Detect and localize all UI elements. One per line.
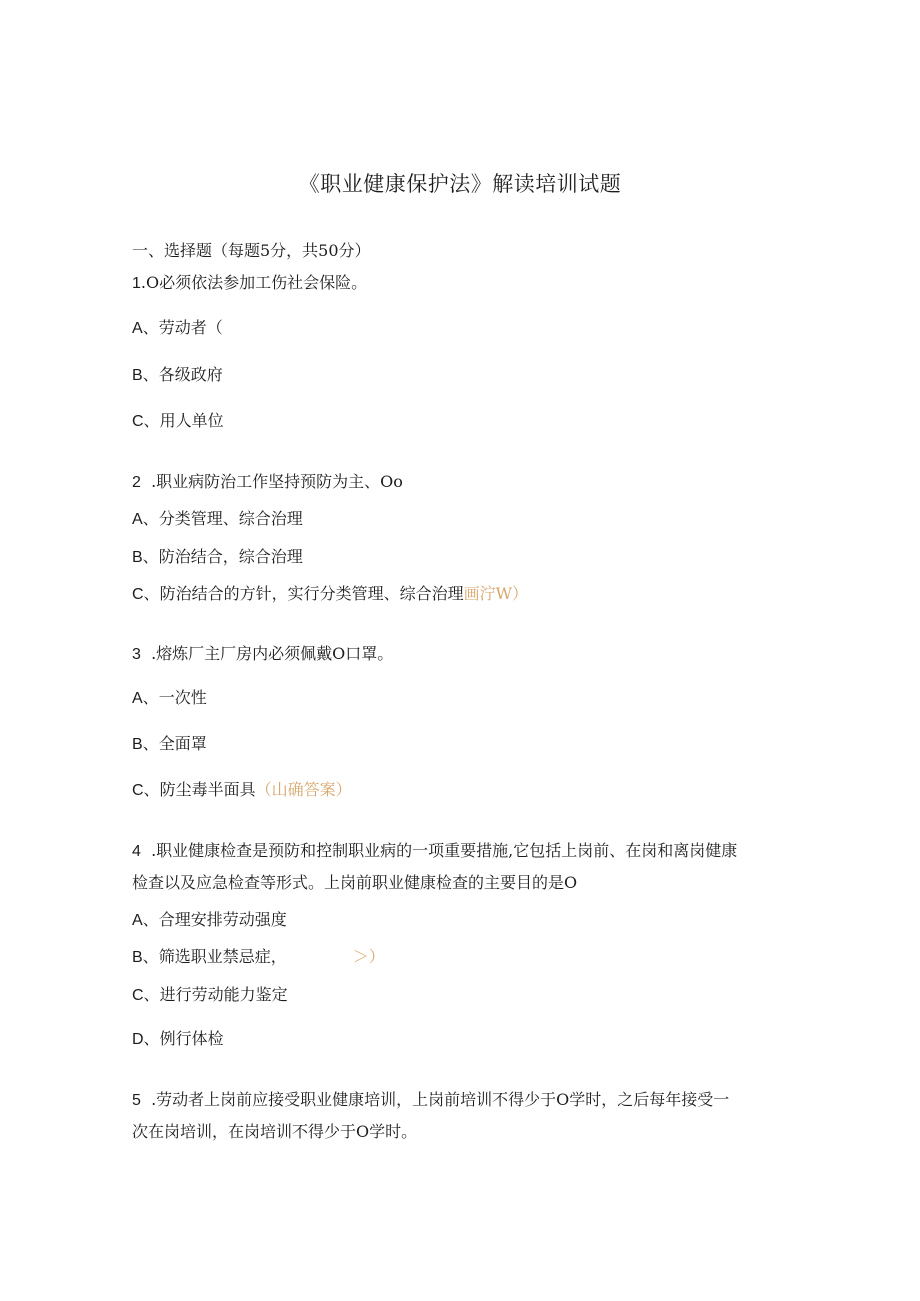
question-number: 2 [132,474,141,491]
question-text: .职业病防治工作坚持预防为主、Oo [151,472,403,491]
question-number: 3 [132,646,141,663]
option-text: 例行体检 [159,1029,224,1048]
option-text: 合理安排劳动强度 [158,910,287,929]
q4-option-d [132,1029,224,1050]
question-3 [132,644,393,665]
question-5 [132,1090,729,1111]
option-text: 防治结合的方针，实行分类管理、综合治理 [159,584,464,603]
option-letter: C、 [132,782,160,799]
answer-mark: ＞） [352,947,385,966]
option-letter: A、 [132,912,159,929]
option-letter: B、 [132,949,159,966]
option-letter: B、 [132,367,159,384]
q2-option-a [132,509,303,530]
q2-option-c [132,584,528,605]
option-text: 全面罩 [158,734,207,753]
option-text: 一次性 [158,688,207,707]
option-text: 各级政府 [158,365,223,384]
question-text: .职业健康检查是预防和控制职业病的一项重要措施,它包括上岗前、在岗和离岗健康 [151,841,738,860]
option-text: 用人单位 [159,411,224,430]
option-text: 防尘毒半面具 [159,780,256,799]
q2-option-b [132,547,303,568]
question-text: .O必须依法参加工伤社会保险。 [140,273,368,292]
question-number: 1 [132,275,141,292]
q4-option-b [132,947,385,968]
option-text: 防治结合，综合治理 [158,547,303,566]
option-letter: C、 [132,987,160,1004]
q3-option-c [132,780,352,801]
option-letter: A、 [132,320,159,337]
q3-option-b [132,734,207,755]
option-text: 筛选职业禁忌症， [158,947,287,966]
q1-option-b [132,365,223,386]
option-letter: B、 [132,549,159,566]
question-number: 5 [132,1092,141,1109]
option-text: 分类管理、综合治理 [158,509,303,528]
q1-option-c [132,411,224,432]
question-text: 检查以及应急检查等形式。上岗前职业健康检查的主要目的是O [132,873,578,892]
question-number: 4 [132,843,141,860]
q4-option-a [132,910,287,931]
option-text: 劳动者（ [158,318,223,337]
question-text: 次在岗培训，在岗培训不得少于O学时。 [132,1122,418,1141]
option-letter: D、 [132,1031,160,1048]
option-letter: C、 [132,586,160,603]
question-5-continued [132,1122,417,1142]
question-text: .熔炼厂主厂房内必须佩戴O口罩。 [151,644,394,663]
q3-option-a [132,688,207,709]
section-heading: 一、选择题（每题5分，共50分） [132,241,371,260]
option-letter: A、 [132,511,159,528]
question-1 [132,273,367,294]
document-title: 《职业健康保护法》解读培训试题 [298,172,622,196]
option-letter: A、 [132,690,159,707]
question-4-continued [132,873,577,893]
q4-option-c [132,985,288,1006]
q1-option-a [132,318,223,339]
option-text: 进行劳动能力鉴定 [159,985,288,1004]
option-letter: C、 [132,413,160,430]
answer-mark: 画泞W） [463,584,529,603]
option-letter: B、 [132,736,159,753]
answer-mark: （山确答案） [255,780,352,799]
question-2 [132,472,403,493]
question-4 [132,841,737,862]
question-text: .劳动者上岗前应接受职业健康培训，上岗前培训不得少于O学时，之后每年接受一 [151,1090,730,1109]
